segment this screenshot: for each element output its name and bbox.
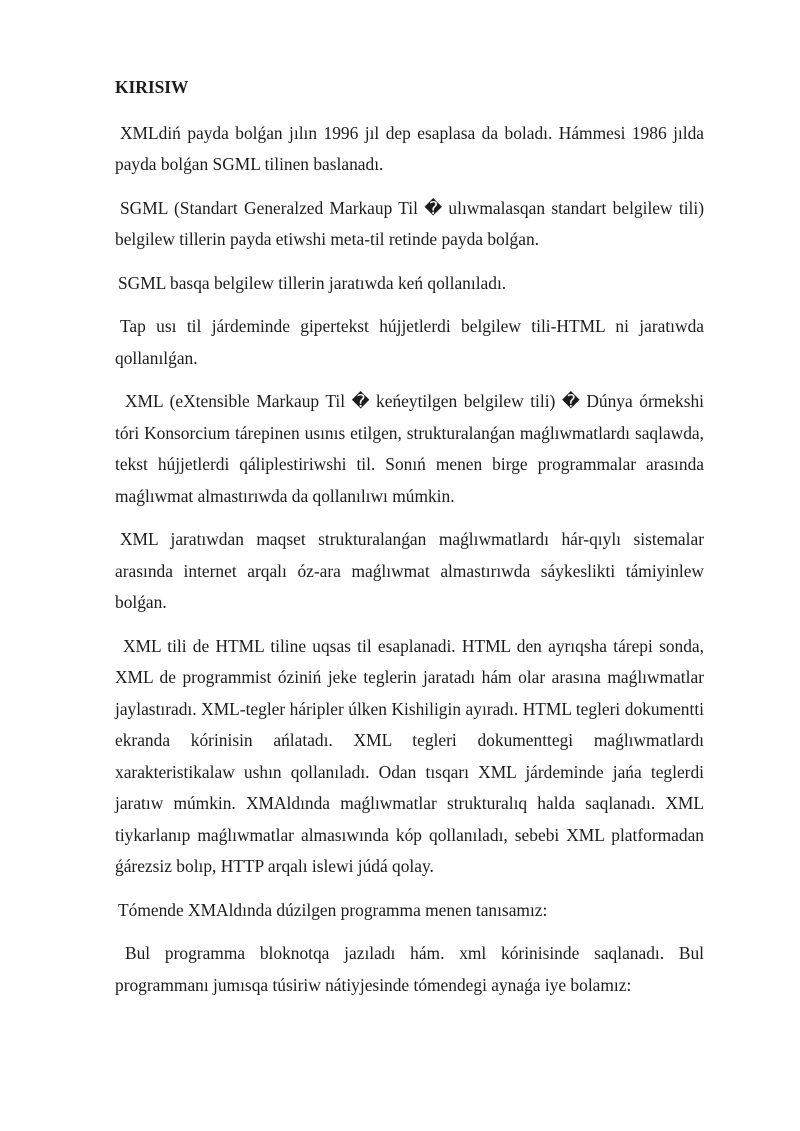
paragraph-xml-origin: XMLdiń payda bolǵan jılın 1996 jıl dep esaplasa da boladı. Hámmesi 1986 jılda payda bolǵan SGML tilinen baslanadı. [115, 122, 704, 174]
document-page [115, 72, 704, 1013]
paragraph-program-intro: Tómende XMAldında dúzilgen programma menen tanısamız: [118, 899, 548, 920]
section-heading: KIRISIW [115, 77, 189, 97]
paragraph-xml-purpose: XML jaratıwdan maqset strukturalanǵan maǵlıwmatlardı hár-qıylı sistemalar arasında internet arqalı óz-ara maǵlıwmat almastırıwda sáykeslikti támiyinlew bolǵan. [115, 529, 704, 612]
paragraph-xml-definition: XML (eXtensible Markaup Til � keńeytilgen belgilew tili) � Dúnya órmekshi tóri Konsorcium tárepinen usınıs etilgen, strukturalanǵan maǵlıwmatlardı saqlawda, tekst hújjetlerdi qáliplestiriwshi til. Sonıń menen birge programmalar arasında maǵlıwmat almastırıwda da qollanılıwı múmkin. [115, 391, 704, 506]
paragraph-xml-vs-html: XML tili de HTML tiline uqsas til esaplanadi. HTML den ayrıqsha tárepi sonda, XML de programmist óziniń jeke teglerin jaratadı hám olar arasına maǵlıwmatlar jaylastıradı. XML-tegler háripler úlken Kishiligin ayıradı. HTML tegleri dokumentti ekranda kórinisin ańlatadı. XML tegleri dokumenttegi maǵlıwmatlardı xarakteristikalaw ushın qollanıladı. Odan tısqarı XML járdeminde jańa teglerdi jaratıw múmkin. XMAldında maǵlıwmatlar strukturalıq halda saqlanadı. XML tiykarlanıp maǵlıwmatlar almasıwında kóp qollanıladı, sebebi XML platformadan ǵárezsiz bolıp, HTTP arqalı islewi júdá qolay. [115, 635, 704, 876]
paragraph-program-notepad: Bul programma bloknotqa jazıladı hám. xml kórinisinde saqlanadı. Bul programmanı jumısqa túsiriw nátiyjesinde tómendegi aynaǵa iye bolamız: [115, 943, 704, 995]
paragraph-html-creation: Tap usı til járdeminde gipertekst hújjetlerdi belgilew tili-HTML ni jaratıwda qollanılǵan. [115, 316, 704, 368]
paragraph-sgml-definition: SGML (Standart Generalzed Markaup Til � ulıwmalasqan standart belgilew tili) belgilew tillerin payda etiwshi meta-til retinde payda bolǵan. [115, 197, 704, 249]
paragraph-sgml-usage: SGML basqa belgilew tillerin jaratıwda keń qollanıladı. [118, 272, 507, 293]
